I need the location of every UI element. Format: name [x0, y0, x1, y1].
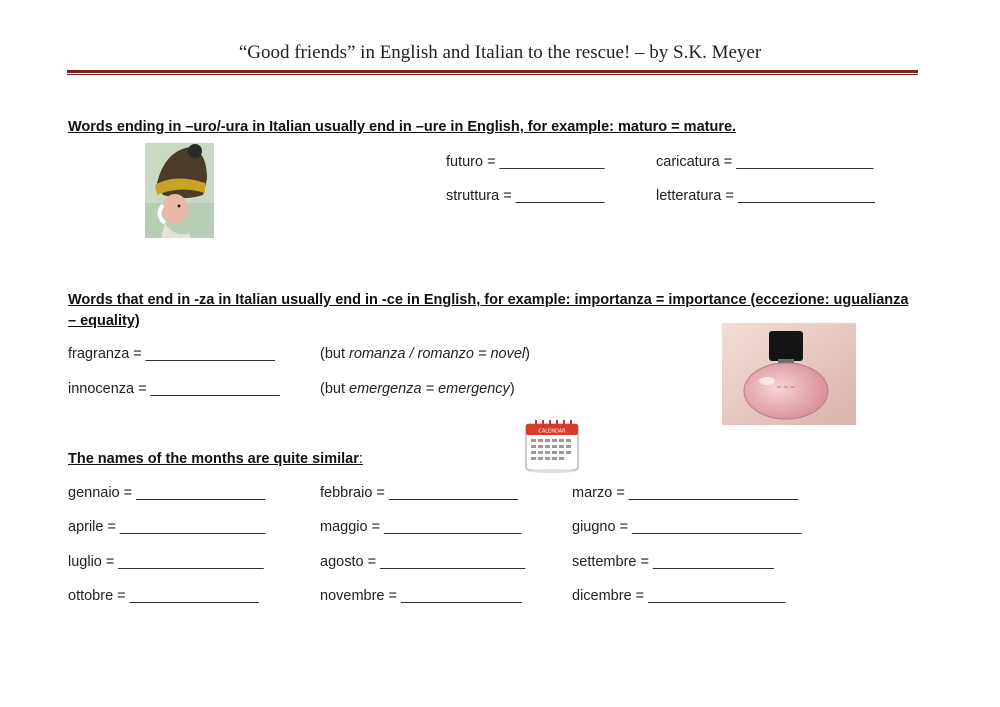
item-agosto: agosto = __________________	[320, 554, 526, 570]
answer-blank[interactable]: ________________	[150, 381, 280, 397]
answer-blank[interactable]: _________________	[737, 188, 875, 204]
answer-blank[interactable]: _________________	[648, 588, 786, 604]
title-rule	[67, 70, 918, 73]
item-settembre: settembre = _______________	[572, 554, 774, 570]
item-maggio: maggio = _________________	[320, 519, 522, 535]
item-struttura: struttura = ___________	[446, 188, 605, 204]
answer-blank[interactable]: ________________	[136, 485, 266, 501]
item-febbraio: febbraio = ________________	[320, 485, 518, 501]
item-fragranza: fragranza = ________________	[68, 346, 275, 362]
section2-heading-line1: Words that end in -za in Italian usually end in -ce in English, for example: importanza = importance (eccezione: ugualianza	[68, 292, 909, 308]
section1-heading: Words ending in –uro/-ura in Italian usually end in –ure in English, for example: maturo = mature.	[68, 119, 737, 135]
note-romanza: (but romanza / romanzo = novel)	[320, 346, 530, 362]
answer-blank[interactable]: __________________	[120, 519, 266, 535]
answer-blank[interactable]: _________________	[736, 154, 874, 170]
answer-blank[interactable]: ________________	[145, 346, 275, 362]
item-futuro: futuro = _____________	[446, 154, 605, 170]
answer-blank[interactable]: _____________	[499, 154, 605, 170]
answer-blank[interactable]: _________________	[384, 519, 522, 535]
item-gennaio: gennaio = ________________	[68, 485, 266, 501]
item-caricatura: caricatura = _________________	[656, 154, 874, 170]
answer-blank[interactable]: ___________	[515, 188, 605, 204]
item-letteratura: letteratura = _________________	[656, 188, 875, 204]
item-innocenza: innocenza = ________________	[68, 381, 280, 397]
answer-blank[interactable]: ________________	[129, 588, 259, 604]
answer-blank[interactable]: __________________	[118, 554, 264, 570]
item-giugno: giugno = _____________________	[572, 519, 802, 535]
answer-blank[interactable]: _____________________	[632, 519, 802, 535]
item-aprile: aprile = __________________	[68, 519, 266, 535]
answer-blank[interactable]: __________________	[380, 554, 526, 570]
item-marzo: marzo = _____________________	[572, 485, 799, 501]
caricature-icon	[145, 143, 214, 238]
page-title: “Good friends” in English and Italian to the rescue! – by S.K. Meyer	[238, 42, 762, 63]
item-novembre: novembre = _______________	[320, 588, 522, 604]
section3-heading: The names of the months are quite similar:	[68, 451, 363, 467]
answer-blank[interactable]: ________________	[388, 485, 518, 501]
calendar-label: CALENDAR	[538, 428, 566, 435]
note-emergenza: (but emergenza = emergency)	[320, 381, 515, 397]
item-dicembre: dicembre = _________________	[572, 588, 786, 604]
perfume-bottle-icon	[722, 323, 856, 425]
answer-blank[interactable]: _______________	[401, 588, 522, 604]
svg-text:~ ~ ~: ~ ~ ~	[776, 384, 796, 391]
title-rule-thin	[67, 74, 918, 75]
answer-blank[interactable]: _____________________	[628, 485, 799, 501]
item-ottobre: ottobre = ________________	[68, 588, 259, 604]
calendar-icon	[523, 418, 581, 474]
answer-blank[interactable]: _______________	[653, 554, 774, 570]
item-luglio: luglio = __________________	[68, 554, 264, 570]
section2-heading-line2: – equality)	[68, 313, 140, 329]
